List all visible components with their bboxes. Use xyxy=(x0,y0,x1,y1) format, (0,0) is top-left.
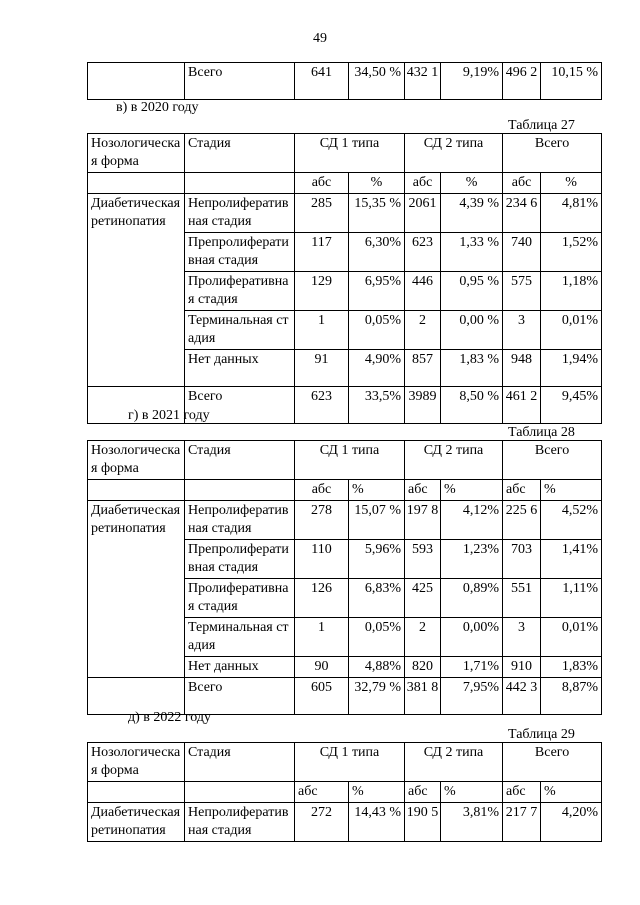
table-29 xyxy=(87,742,602,842)
table-row: Пролиферативная стадия 129 6,95% 446 0,95 % 575 1,18% xyxy=(88,272,602,311)
table-total-row: Всего 605 32,79 % 381 8 7,95% 442 3 8,87% xyxy=(88,678,602,715)
table-row: Препролиферативная стадия 110 5,96% 593 1,23% 703 1,41% xyxy=(88,540,602,579)
table-subheader-row: абс % абс % абс % xyxy=(88,480,602,501)
page-number: 49 xyxy=(313,31,327,46)
section-heading-2022: д) в 2022 году xyxy=(128,710,212,725)
table-row: Пролиферативная стадия 126 6,83% 425 0,89% 551 1,11% xyxy=(88,579,602,618)
table-total-row: Всего 623 33,5% 3989 8,50 % 461 2 9,45% xyxy=(88,387,602,424)
section-heading-2020: в) в 2020 году xyxy=(116,100,199,115)
diagnosis-cell: Диабетическая ретинопатия xyxy=(88,501,185,678)
table-row: Нет данных 90 4,88% 820 1,71% 910 1,83% xyxy=(88,657,602,678)
table-label-29: Таблица 29 xyxy=(508,727,575,742)
table-row: Всего 641 34,50 % 432 1 9,19% 496 2 10,15 % xyxy=(88,63,602,100)
table-row: Терминальная стадия 1 0,05% 2 0,00 % 3 0,01% xyxy=(88,311,602,350)
table-subheader-row: абс % абс % абс % xyxy=(88,782,602,803)
table-row: Диабетическая ретинопатия Непролиферативная стадия 285 15,35 % 2061 4,39 % 234 6 4,81% xyxy=(88,194,602,233)
table-row: Терминальная стадия 1 0,05% 2 0,00% 3 0,01% xyxy=(88,618,602,657)
table-header-row: Нозологическая форма Стадия СД 1 типа СД 2 типа Всего xyxy=(88,743,602,782)
table-continuation xyxy=(87,62,602,100)
table-row: Нет данных 91 4,90% 857 1,83 % 948 1,94% xyxy=(88,350,602,387)
table-row: Диабетическая ретинопатия Непролиферативная стадия 272 14,43 % 190 5 3,81% 217 7 4,20% xyxy=(88,803,602,842)
table-row: Препролиферативная стадия 117 6,30% 623 1,33 % 740 1,52% xyxy=(88,233,602,272)
table-row: Диабетическая ретинопатия Непролиферативная стадия 278 15,07 % 197 8 4,12% 225 6 4,52% xyxy=(88,501,602,540)
table-27 xyxy=(87,133,602,424)
diagnosis-cell: Диабетическая ретинопатия xyxy=(88,194,185,387)
table-subheader-row: абс % абс % абс % xyxy=(88,173,602,194)
section-heading-2021: г) в 2021 году xyxy=(128,408,210,423)
table-header-row: Нозологическая форма Стадия СД 1 типа СД 2 типа Всего xyxy=(88,134,602,173)
table-28 xyxy=(87,440,602,715)
stage-cell: Всего xyxy=(185,63,295,100)
table-label-27: Таблица 27 xyxy=(508,118,575,133)
table-label-28: Таблица 28 xyxy=(508,425,575,440)
diagnosis-cell: Диабетическая ретинопатия xyxy=(88,803,185,842)
table-header-row: Нозологическая форма Стадия СД 1 типа СД 2 типа Всего xyxy=(88,441,602,480)
